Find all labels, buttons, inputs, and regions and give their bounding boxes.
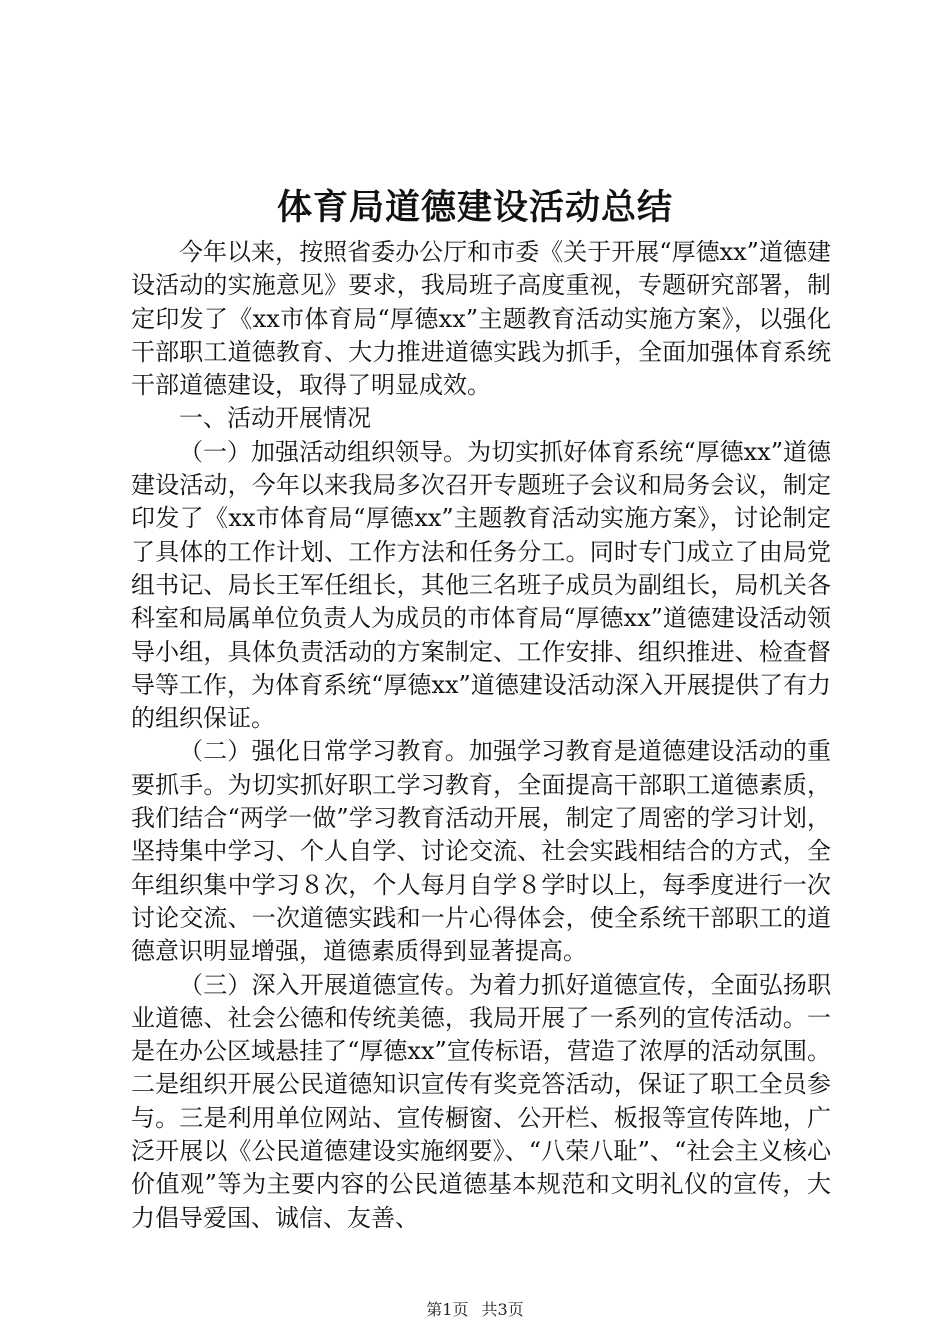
page-total: 共3页 — [481, 1300, 524, 1319]
intro-paragraph: 今年以来，按照省委办公厅和市委《关于开展“厚德xx”道德建设活动的实施意见》要求，我局班子高度重视，专题研究部署，制定印发了《xx市体育局“厚德xx”主题教育活动实施方案》，以强化干部职工道德教育、大力推进道德实践为抓手，全面加强体育系统干部道德建设，取得了明显成效。 — [131, 238, 831, 400]
document-title: 体育局道德建设活动总结 — [276, 187, 673, 228]
paragraph-study: （二）强化日常学习教育。加强学习教育是道德建设活动的重要抓手。为切实抓好职工学习教育，全面提高干部职工道德素质，我们结合“两学一做”学习教育活动开展，制定了周密的学习计划，坚持集中学习、个人自学、讨论交流、社会实践相结合的方式，全年组织集中学习８次，个人每月自学８学时以上，每季度进行一次讨论交流、一次道德实践和一片心得体会，使全系统干部职工的道德意识明显增强，道德素质得到显著提高。 — [131, 737, 831, 966]
paragraph-organization: （一）加强活动组织领导。为切实抓好体育系统“厚德xx”道德建设活动，今年以来我局多次召开专题班子会议和局务会议，制定印发了《xx市体育局“厚德xx”主题教育活动实施方案》，讨论制定了具体的工作计划、工作方法和任务分工。同时专门成立了由局党组书记、局长王军任组长，其他三名班子成员为副组长，局机关各科室和局属单位负责人为成员的市体育局“厚德xx”道德建设活动领导小组，具体负责活动的方案制定、工作安排、组织推进、检查督导等工作，为体育系统“厚德xx”道德建设活动深入开展提供了有力的组织保证。 — [131, 437, 831, 733]
page-footer — [0, 1300, 950, 1320]
page-number: 第1页 — [426, 1300, 469, 1319]
section-heading: 一、活动开展情况 — [179, 404, 371, 433]
document-body — [131, 236, 831, 1235]
paragraph-publicity: （三）深入开展道德宣传。为着力抓好道德宣传，全面弘扬职业道德、社会公德和传统美德，我局开展了一系列的宣传活动。一是在办公区域悬挂了“厚德xx”宣传标语，营造了浓厚的活动氛围。二是组织开展公民道德知识宣传有奖竞答活动，保证了职工全员参与。三是利用单位网站、宣传橱窗、公开栏、板报等宣传阵地，广泛开展以《公民道德建设实施纲要》、“八荣八耻”、“社会主义核心价值观”等为主要内容的公民道德基本规范和文明礼仪的宣传，大力倡导爱国、诚信、友善、 — [131, 970, 831, 1232]
